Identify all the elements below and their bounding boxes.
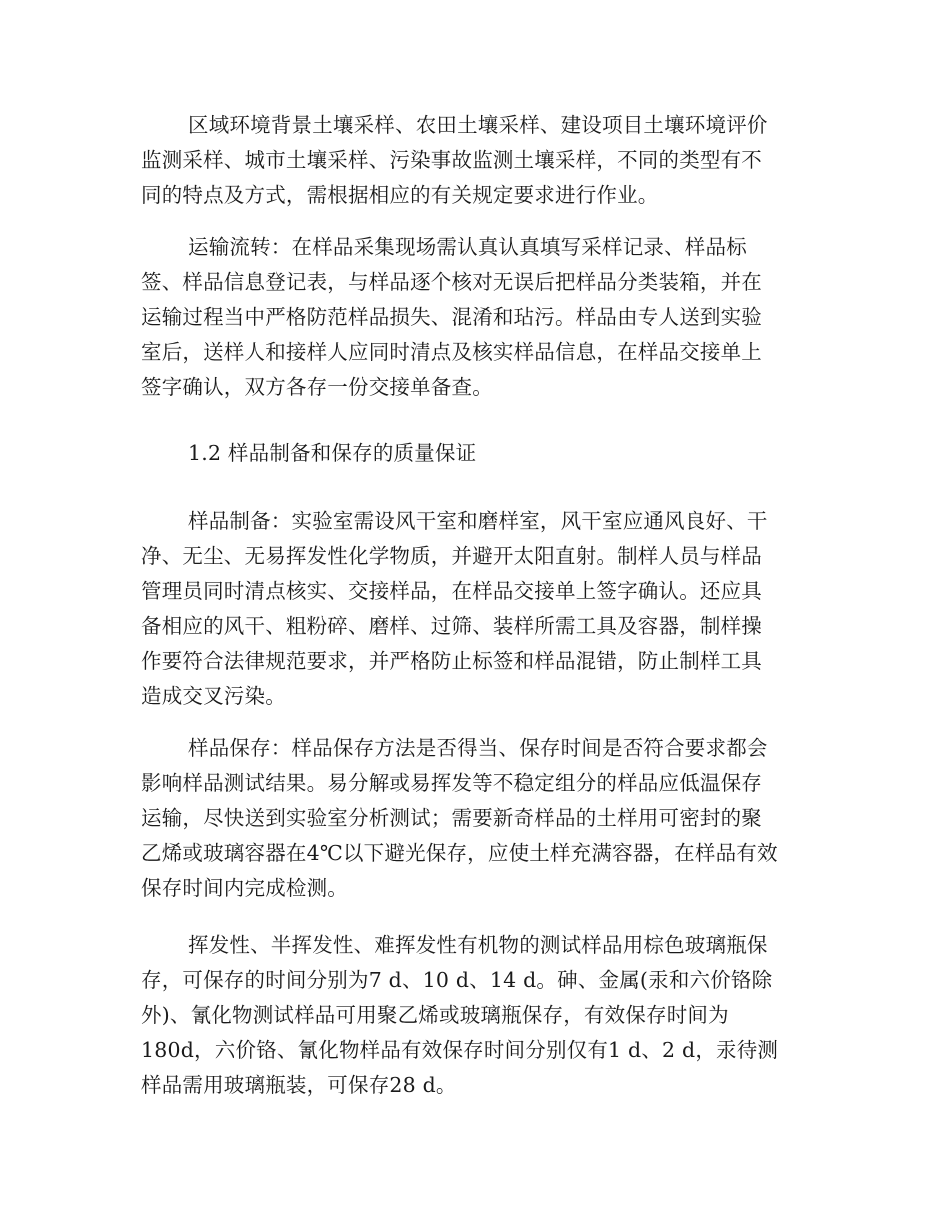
text-line: 净、无尘、无易挥发性化学物质，并避开太阳直射。制样人员与样品 xyxy=(141,544,762,568)
text-line: 区域环境背景土壤采样、农田土壤采样、建设项目土壤环境评价 xyxy=(188,113,768,137)
text-line: 作要符合法律规范要求，并严格防止标签和样品混错，防止制样工具 xyxy=(141,649,762,673)
text-line: 挥发性、半挥发性、难挥发性有机物的测试样品用棕色玻璃瓶保 xyxy=(188,933,768,957)
text-line: 签字确认，双方各存一份交接单备查。 xyxy=(141,375,493,399)
text-line: 保存时间内完成检测。 xyxy=(141,876,348,900)
text-line: 运输过程当中严格防范样品损失、混淆和玷污。样品由专人送到实验 xyxy=(141,305,762,329)
text-line: 同的特点及方式，需根据相应的有关规定要求进行作业。 xyxy=(141,183,659,207)
text-line: 影响样品测试结果。易分解或易挥发等不稳定组分的样品应低温保存 xyxy=(141,771,762,795)
text-line: 乙烯或玻璃容器在4℃以下避光保存，应使土样充满容器，在样品有效 xyxy=(141,841,778,865)
text-line: 备相应的风干、粗粉碎、磨样、过筛、装样所需工具及容器，制样操 xyxy=(141,614,762,638)
text-line: 样品制备：实验室需设风干室和磨样室，风干室应通风良好、干 xyxy=(188,509,768,533)
text-line: 180d，六价铬、氰化物样品有效保存时间分别仅有1 d、2 d，汞待测 xyxy=(141,1038,779,1062)
text-line: 外)、氰化物测试样品可用聚乙烯或玻璃瓶保存，有效保存时间为 xyxy=(141,1003,729,1027)
text-line: 监测采样、城市土壤采样、污染事故监测土壤采样，不同的类型有不 xyxy=(141,148,762,172)
section-title: 1.2 样品制备和保存的质量保证 xyxy=(188,441,477,465)
text-line: 签、样品信息登记表，与样品逐个核对无误后把样品分类装箱，并在 xyxy=(141,270,762,294)
text-line: 室后，送样人和接样人应同时清点及核实样品信息，在样品交接单上 xyxy=(141,340,762,364)
text-line: 样品保存：样品保存方法是否得当、保存时间是否符合要求都会 xyxy=(188,736,768,760)
text-line: 运输，尽快送到实验室分析测试；需要新奇样品的土样用可密封的聚 xyxy=(141,806,762,830)
text-line: 管理员同时清点核实、交接样品，在样品交接单上签字确认。还应具 xyxy=(141,579,762,603)
text-line: 样品需用玻璃瓶装，可保存28 d。 xyxy=(141,1073,457,1097)
text-line: 存，可保存的时间分别为7 d、10 d、14 d。砷、金属(汞和六价铬除 xyxy=(141,968,773,992)
text-line: 造成交叉污染。 xyxy=(141,684,286,708)
text-line: 运输流转：在样品采集现场需认真认真填写采样记录、样品标 xyxy=(188,235,747,259)
